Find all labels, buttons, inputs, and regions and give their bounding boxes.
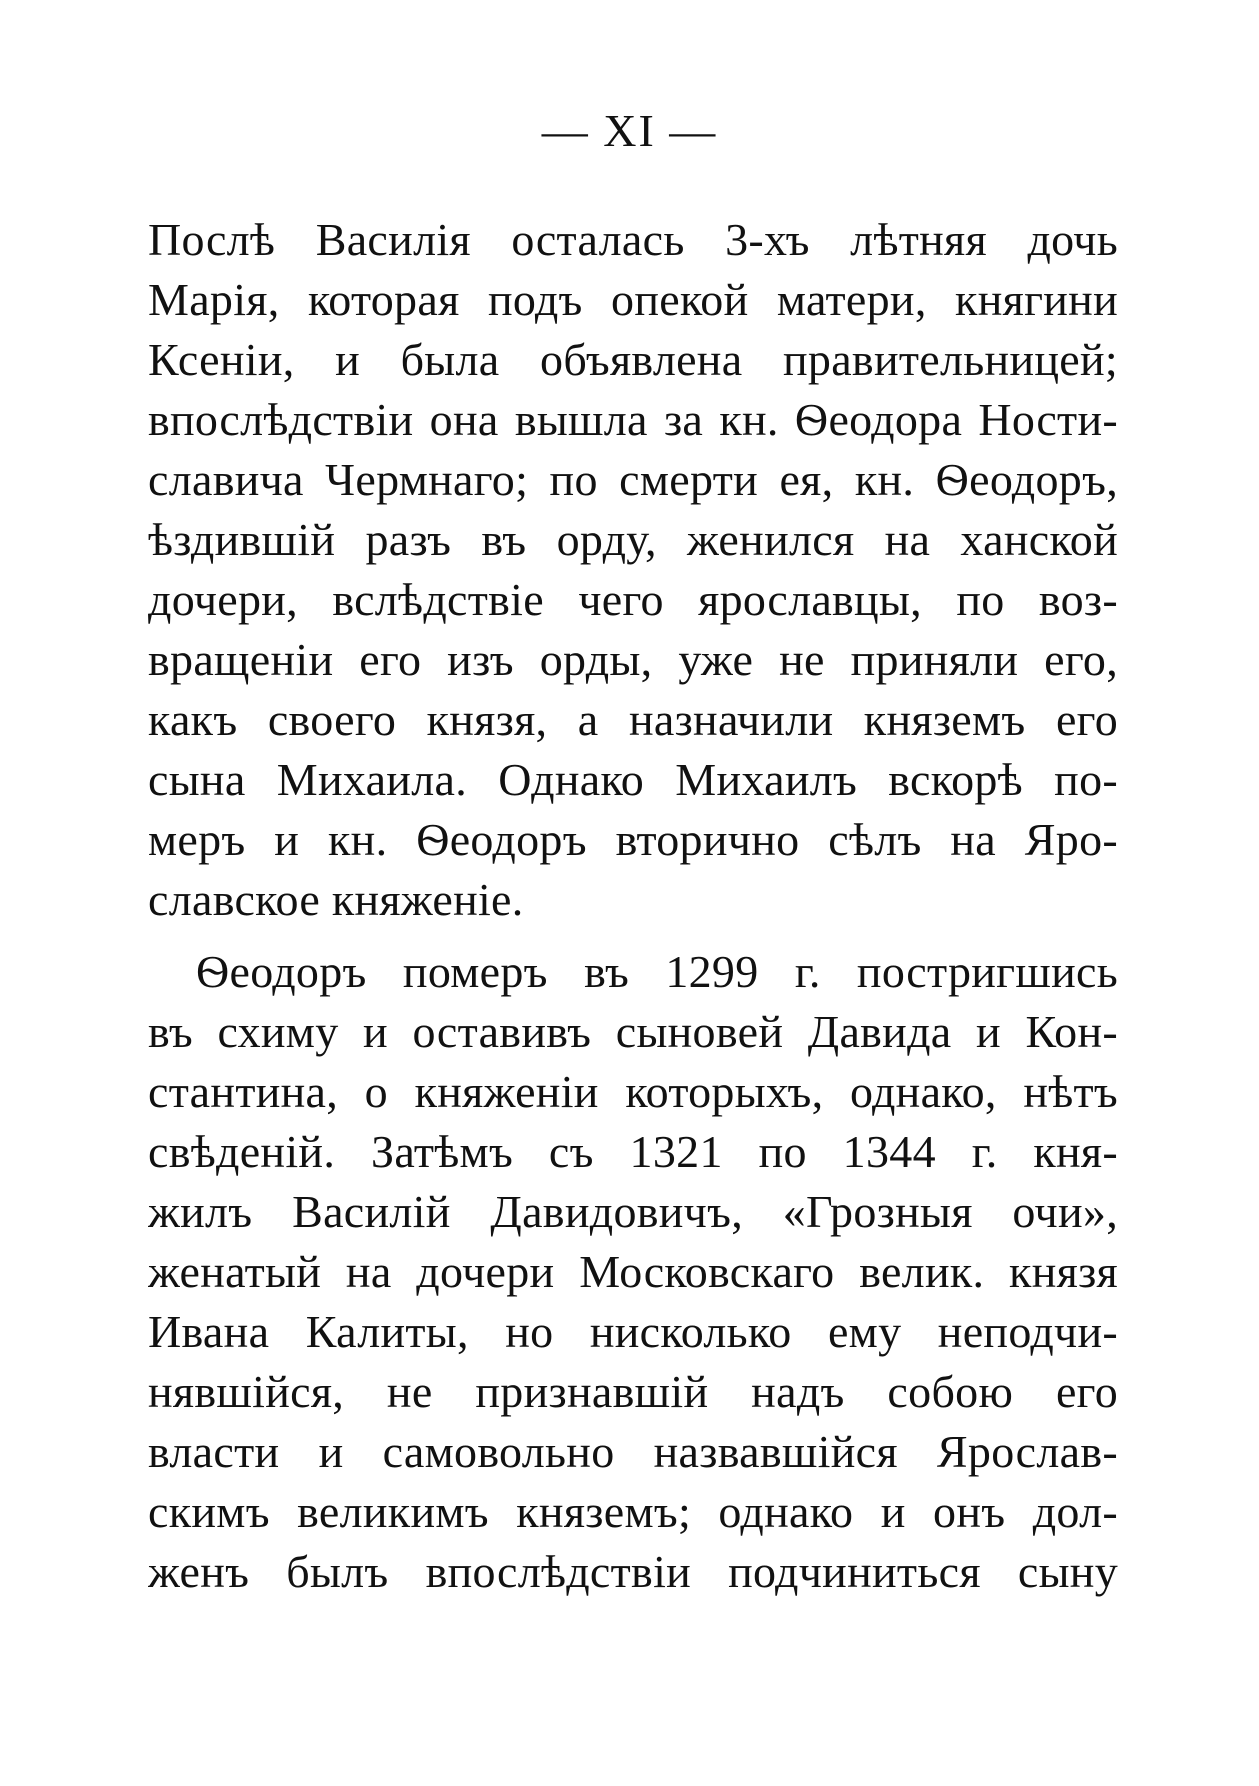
paragraph-1	[148, 210, 1118, 930]
text-line: власти и самовольно назвавшійся Ярослав-	[148, 1426, 1118, 1477]
text-line: какъ своего князя, а назначили княземъ его	[148, 694, 1118, 745]
text-line: Ѳеодоръ померъ въ 1299 г. постригшись	[196, 946, 1118, 997]
text-line: Послѣ Василія осталась 3-хъ лѣтняя дочь	[148, 214, 1118, 265]
text-line: Ксеніи, и была объявлена правительницей;	[148, 334, 1118, 385]
text-line: жилъ Василій Давидовичъ, «Грозныя очи»,	[148, 1186, 1118, 1237]
text-line: женъ былъ впослѣдствіи подчиниться сыну	[148, 1546, 1118, 1597]
text-line: славское княженіе.	[148, 874, 524, 925]
text-line: сына Михаила. Однако Михаилъ вскорѣ по-	[148, 754, 1118, 805]
text-line: женатый на дочери Московскаго велик. князя	[148, 1246, 1118, 1297]
text-line: дочери, вслѣдствіе чего ярославцы, по воз-	[148, 574, 1118, 625]
text-line: славича Чермнаго; по смерти ея, кн. Ѳеодоръ,	[148, 454, 1118, 505]
paragraph-2	[148, 942, 1118, 1602]
text-line: въ схиму и оставивъ сыновей Давида и Кон-	[148, 1006, 1118, 1057]
text-line: свѣденій. Затѣмъ съ 1321 по 1344 г. кня-	[148, 1126, 1118, 1177]
text-line: Ивана Калиты, но нисколько ему неподчи-	[148, 1306, 1118, 1357]
page-number-header: — XI —	[541, 105, 718, 156]
text-line: меръ и кн. Ѳеодоръ вторично сѣлъ на Яро-	[148, 814, 1118, 865]
text-line: скимъ великимъ княземъ; однако и онъ дол-	[148, 1486, 1118, 1537]
text-line: Марія, которая подъ опекой матери, княгини	[148, 274, 1118, 325]
text-line: впослѣдствіи она вышла за кн. Ѳеодора Ности-	[148, 394, 1118, 445]
text-line: стантина, о княженіи которыхъ, однако, нѣтъ	[148, 1066, 1118, 1117]
text-line: вращеніи его изъ орды, уже не приняли его,	[148, 634, 1118, 685]
text-line: ѣздившій разъ въ орду, женился на ханской	[148, 514, 1118, 565]
text-line: нявшійся, не признавшій надъ собою его	[148, 1366, 1118, 1417]
